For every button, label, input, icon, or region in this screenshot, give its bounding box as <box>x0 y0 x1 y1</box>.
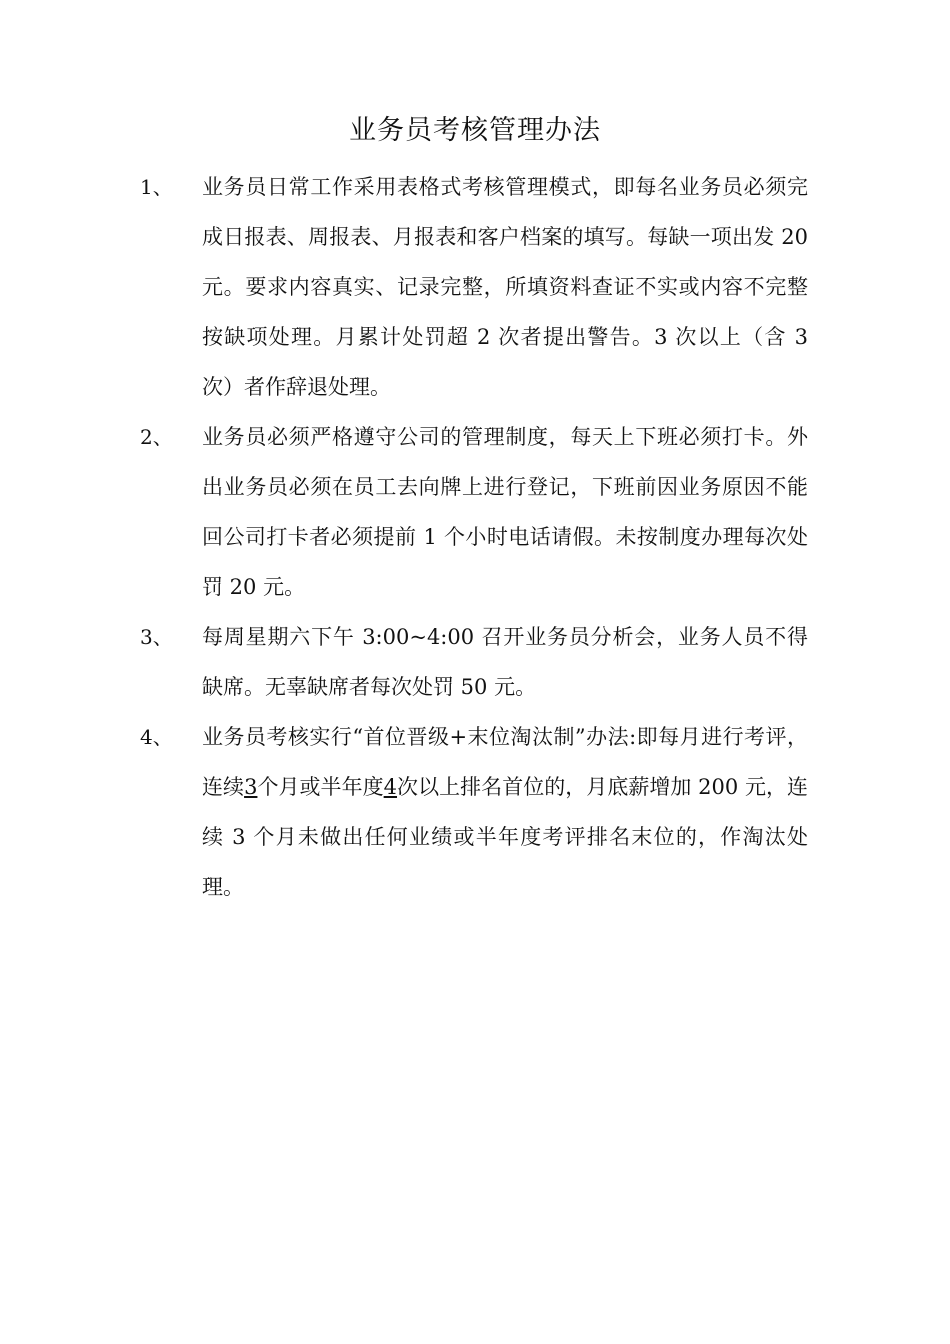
rule-text <box>202 712 808 912</box>
rule-text: 业务员日常工作采用表格式考核管理模式，即每名业务员必须完成日报表、周报表、月报表和客户档案的填写。每缺一项出发 20 元。要求内容真实、记录完整，所填资料查证不实或内容不完整按缺项处理。月累计处罚超 2 次者提出警告。3 次以上（含 3 次）者作辞退处理。 <box>202 175 808 399</box>
rule-number: 1、 <box>140 175 173 199</box>
underlined-times: 4 <box>383 775 398 799</box>
rule-number: 3、 <box>140 625 173 649</box>
rule-number: 2、 <box>140 425 173 449</box>
rule-item <box>140 412 820 612</box>
rule-item <box>140 712 820 912</box>
rule-text-part: 业务员考核实行“首位晋级+末位淘汰制”办法:即每月进行考评，连续 <box>202 725 808 799</box>
rule-text-part: 次以上排名首位的，月底薪增加 200 元，连续 3 个月未做出任何业绩或半年度考评排名末位的，作淘汰处理。 <box>202 775 808 899</box>
rule-number: 4、 <box>140 725 173 749</box>
document-title: 业务员考核管理办法 <box>349 115 601 146</box>
rules-list <box>140 162 820 912</box>
underlined-months: 3 <box>244 775 258 799</box>
rule-text: 业务员必须严格遵守公司的管理制度，每天上下班必须打卡。外出业务员必须在员工去向牌上进行登记，下班前因业务原因不能回公司打卡者必须提前 1 个小时电话请假。未按制度办理每次处罚 20 元。 <box>202 425 808 599</box>
rule-item <box>140 162 820 412</box>
rule-text: 每周星期六下午 3:00~4:00 召开业务员分析会，业务人员不得缺席。无辜缺席者每次处罚 50 元。 <box>202 625 808 699</box>
rule-item <box>140 612 820 712</box>
rule-text-part: 个月或半年度 <box>257 775 384 799</box>
